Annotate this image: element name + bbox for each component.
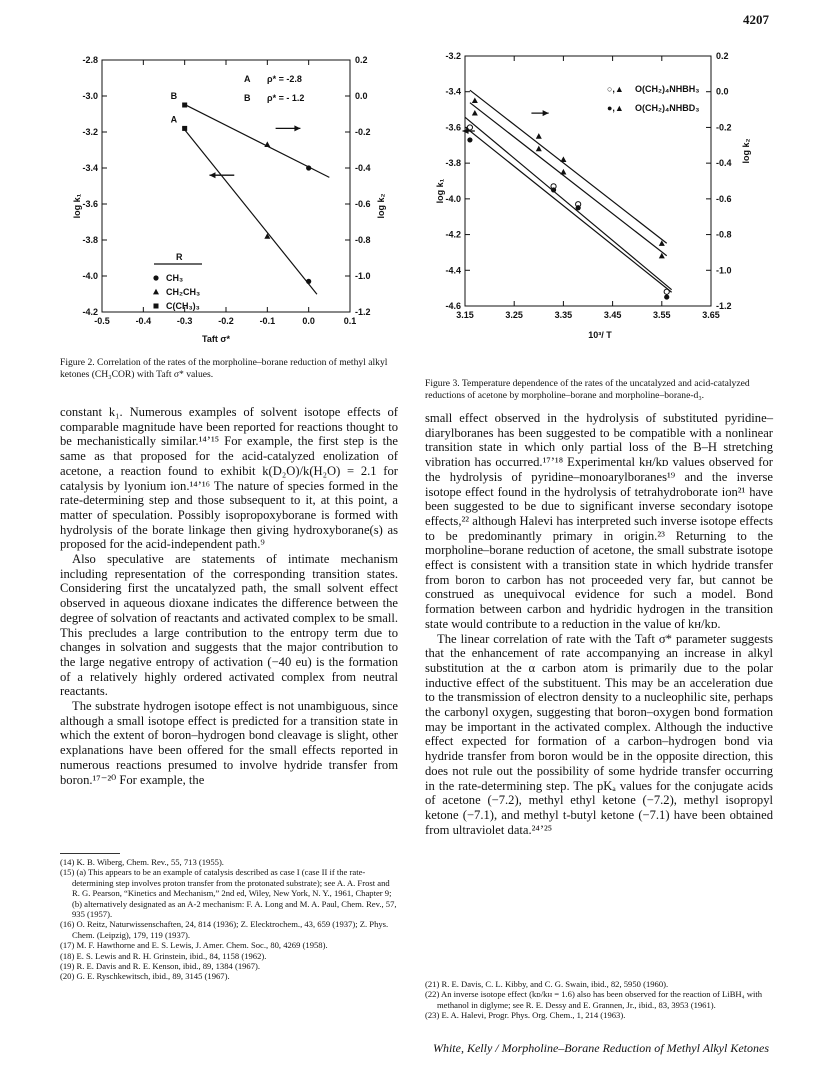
right-paragraph-1: small effect observed in the hydrolysis of substituted pyridine–diarylboranes has been suggested to be compatible with a nonlinear transition state in which only partial loss of the B–H stretching vibration has occurred.¹⁷ʼ¹⁸ Experimental kʜ/kᴅ values observed for the hydrolysis of pyridine–monoarylboranes¹⁹ and the inverse isotope effect found in the hydrolysis of tetrahydroborate ion²¹ have been suggested to be due to significant inverse secondary isotope effects,²² although Halevi has interpreted such inverse isotope effects to be predominantly primary in origin.²³ Returning to the morpholine–borane reduction of acetone, the small substrate isotope effect is consistent with a transition state in which hydride transfer from boron to carbon has not proceeded very far, but cannot be construed as unequivocal evidence for such a model. Bond formation between carbon and hydridic hydrogen in the transition state would contribute to a reduction in the value of kʜ/kᴅ. [425, 411, 773, 631]
fig2-y-tick-label-left: -3.2 [82, 127, 98, 137]
fig3-data-point [551, 187, 556, 192]
fig3-y-tick-label-left: -4.6 [445, 301, 461, 311]
fig3-y-tick-label-right: -1.2 [716, 301, 732, 311]
fig2-x-tick-label: 0.0 [302, 316, 315, 326]
fig2-y-tick-label-left: -3.0 [82, 91, 98, 101]
left-paragraph-1: constant k₁. Numerous examples of solvent isotope effects of comparable magnitude have been reported for reactions thought to be mechanistically similar.¹⁴ʼ¹⁵ For example, the first step is the same as that proposed for the acid-catalyzed enolization of acetone, a reaction found to exhibit k(D₂O)/k(H₂O) = 2.1 for catalysis by lyonium ion.¹⁴ʼ¹⁶ The nature of species formed in the rate-determining step and those subsequent to it, at this point, a matter of speculation. Possibly isopropoxyborane is formed with hydrolysis of the borate linkage then giving hydroxyborane(s) as proposed for the acid-independent path.⁹ [60, 405, 398, 552]
fig3-data-point [472, 97, 478, 103]
fig2-data-point-A [182, 126, 187, 131]
fig2-x-tick-label: 0.1 [343, 316, 357, 326]
fig2-legend-entry: CH₂CH₃ [166, 287, 201, 297]
running-footer: White, Kelly / Morpholine–Borane Reduction of Methyl Alkyl Ketones [432, 1041, 769, 1055]
fig3-y-tick-label-right: -1.0 [716, 265, 732, 276]
fig3-y-tick-label-right: -0.4 [716, 158, 732, 169]
fig3-x-tick-label: 3.25 [505, 310, 523, 320]
fig2-arrow-right-head [294, 125, 300, 131]
fig2-series-label-A: A [170, 114, 178, 125]
reference-22: (22) An inverse isotope effect (kᴅ/kʜ = 1.6) also has been observed for the reaction of LiBH₄ with methanol in diglyme; see R. E. Dessy and E. Grannen, Jr., ibid., 83, 3953 (1961). [425, 989, 763, 1010]
fig3-legend-entry: O(CH₂)₄NHBH₃ [635, 84, 700, 94]
right-paragraph-2: The linear correlation of rate with the Taft σ* parameter suggests that the enhancement of rate accompanying an increase in alkyl substitution at the α carbon atom is primarily due to the polar inductive effect of the substituent. This may be an acceleration due to the transmission of electron density to a nucleophilic site, perhaps the carbonyl oxygen, suggesting that boron–oxygen bond formation may be important in the activated complex. Although the inductive effect expected for formation of a carbon–hydrogen bond via hydride transfer from boron would be in the opposite direction, this does not rule out the possibility of some hydride transfer occurring in the rate-determining step. The pKₐ values for the conjugate acids of acetone (−7.2), methyl ethyl ketone (−7.2), methyl isopropyl ketone (−7.1), and methyl t-butyl ketone (−7.1) have been obtained from ultraviolet data.²⁴ʼ²⁵ [425, 631, 773, 837]
left-paragraph-3: The substrate hydrogen isotope effect is not unambiguous, since although a small isotope effect is predicted for a transition state in which the extent of boron–hydrogen bond cleavage is slight, other explanations have been offered for the small effects reported in numerous reactions presumed to involve hydride transfer from boron.¹⁷⁻²⁰ For example, the [60, 699, 398, 787]
fig3-x-tick-label: 3.45 [603, 310, 622, 320]
fig3-y-tick-label-left: -4.0 [445, 193, 461, 204]
fig2-y-tick-label-left: -4.2 [82, 307, 98, 317]
fig3-x-tick-label: 3.55 [653, 310, 671, 320]
fig2-legend-marker [153, 289, 159, 295]
fig2-x-tick-label: -0.3 [176, 316, 193, 326]
figure-3 [425, 50, 767, 372]
fig3-y-tick-label-right: 0.0 [716, 86, 729, 97]
fig2-y-tick-label-right: -1.2 [355, 307, 371, 317]
fig3-data-point [560, 156, 566, 162]
fig2-y-tick-label-left: -2.8 [82, 55, 98, 65]
fig3-data-point [472, 110, 478, 116]
fig3-y-axis-label-right: log k₂ [741, 138, 751, 164]
fig3-x-tick-label: 3.65 [702, 310, 720, 320]
fig2-fit-line-A [183, 127, 317, 294]
fig2-y-tick-label-left: -3.4 [82, 163, 98, 173]
fig2-x-axis-label: Taft σ* [202, 334, 230, 344]
fig3-arrow-right-head [543, 110, 549, 116]
fig2-legend-title: R [176, 252, 183, 262]
left-footnote-rule [60, 853, 120, 854]
fig2-annotation-label: A [244, 74, 251, 84]
reference-16: (16) O. Reitz, Naturwissenschaften, 24, 814 (1936); Z. Elecktrochem., 43, 659 (1937); Z. Phys. Chem. (Leipzig), 179, 119 (1937). [60, 919, 389, 940]
fig2-legend-marker [154, 304, 159, 309]
fig2-y-tick-label-left: -3.6 [82, 199, 98, 209]
fig2-y-tick-label-right: -0.8 [355, 235, 371, 245]
fig3-y-tick-label-left: -3.6 [445, 122, 461, 133]
figure-2 [60, 50, 390, 352]
left-paragraph-2: Also speculative are statements of intimate mechanism including representation of the corresponding transition states. Considering first the uncatalyzed path, the small solvent effect observed in aqueous dioxane indicates the difference between the degree of solvation of reactants and activated complex to be small. This precludes a large contribution to the entropy term due to changes in solvation and suggests that the major contribution to the large negative entropy of activation (−40 eu) is the formation of a relatively highly ordered activated complex from neutral reactants. [60, 552, 398, 699]
right-column [425, 411, 773, 837]
reference-23: (23) E. A. Halevi, Progr. Phys. Org. Chem., 1, 214 (1963). [425, 1010, 626, 1021]
fig2-y-tick-label-right: -0.4 [355, 163, 371, 173]
reference-20: (20) G. E. Ryschkewitsch, ibid., 89, 3145 (1967). [60, 971, 230, 982]
fig2-series-label-B: B [170, 91, 178, 101]
fig3-fit-line [465, 127, 672, 292]
fig2-x-tick-label: -0.5 [94, 316, 110, 326]
fig2-data-point-B [264, 141, 270, 147]
fig2-arrow-left-head [209, 172, 215, 178]
left-column [60, 405, 398, 787]
fig2-legend-entry: C(CH₃)₃ [166, 301, 200, 311]
fig3-data-point [560, 169, 566, 175]
fig2-legend-marker [153, 275, 158, 280]
fig2-y-tick-label-right: -0.2 [355, 127, 371, 137]
fig2-y-tick-label-right: -1.0 [355, 271, 371, 281]
fig3-y-tick-label-left: -3.8 [445, 158, 461, 169]
fig2-x-tick-label: -0.2 [218, 316, 234, 326]
fig2-y-tick-label-right: -0.6 [355, 199, 371, 209]
fig2-y-axis-label-left: log k₁ [72, 193, 82, 219]
fig2-plot-frame [102, 60, 350, 312]
right-references [425, 979, 773, 1021]
fig3-legend-entry: O(CH₂)₄NHBD₃ [635, 103, 700, 113]
fig2-y-tick-label-right: 0.0 [355, 91, 368, 101]
fig3-y-axis-label-left: log k₁ [435, 178, 445, 204]
fig3-data-point [536, 146, 542, 152]
reference-19: (19) R. E. Davis and R. E. Kenson, ibid., 89, 1384 (1967). [60, 961, 261, 972]
fig2-y-tick-label-left: -3.8 [82, 235, 98, 245]
fig3-legend-markers: ○,▲ [607, 84, 624, 94]
fig2-y-tick-label-right: 0.2 [355, 55, 368, 65]
fig3-fit-line [465, 117, 672, 289]
fig3-fit-line [470, 103, 667, 256]
fig3-legend-markers: ●,▲ [607, 103, 624, 113]
fig2-data-point-A [306, 279, 311, 284]
fig3-data-point [664, 294, 669, 299]
fig2-data-point-B [182, 103, 187, 108]
fig2-y-tick-label-left: -4.0 [82, 271, 98, 281]
reference-18: (18) E. S. Lewis and R. H. Grinstein, ibid., 84, 1158 (1962). [60, 950, 267, 961]
fig3-data-point [467, 137, 472, 142]
reference-15: (15) (a) This appears to be an example of catalysis described as case I (case II if the rate-determining step involves proton transfer from the protonated substrate); see A. A. Frost and R. G. Pearson, “Kinetics and Mechanism,” 2nd ed, Wiley, New York, N. Y., 1961, Chapter 9; (b) alternatively designated as an A-2 mechanism: F. A. Long and M. A. Paul, Chem. Rev., 57, 935 (1957). [60, 867, 397, 920]
page-number: 4207 [743, 12, 769, 27]
fig2-x-tick-label: -0.4 [135, 316, 152, 326]
fig3-y-tick-label-left: -4.2 [445, 229, 461, 240]
fig3-x-tick-label: 3.35 [554, 310, 573, 320]
figure-3-chart [425, 50, 767, 372]
fig2-annotation-label: B [244, 93, 251, 103]
figure-3-caption: Figure 3. Temperature dependence of the rates of the uncatalyzed and acid-catalyzed reductions of acetone by morpholine–borane and morpholine–borane-d₃. [425, 378, 750, 401]
fig3-y-tick-label-left: -3.2 [445, 51, 461, 61]
fig3-y-tick-label-left: -4.4 [445, 265, 461, 276]
fig3-y-tick-label-right: -0.6 [716, 193, 732, 204]
fig2-annotation-rho: ρ* = -2.8 [267, 74, 302, 84]
reference-14: (14) K. B. Wiberg, Chem. Rev., 55, 713 (1955). [60, 857, 224, 867]
fig3-y-tick-label-right: -0.8 [716, 229, 732, 240]
fig3-x-axis-label: 10³/ T [588, 330, 612, 340]
figure-2-caption: Figure 2. Correlation of the rates of the morpholine–borane reduction of methyl alkyl ketones (CH₃COR) with Taft σ* values. [60, 357, 388, 380]
left-references [60, 857, 398, 982]
fig2-y-axis-label-right: log k₂ [376, 193, 386, 219]
fig3-y-tick-label-right: -0.2 [716, 122, 732, 133]
fig3-data-point [536, 133, 542, 139]
fig3-y-tick-label-right: 0.2 [716, 51, 729, 61]
figure-2-chart [60, 50, 390, 352]
reference-21: (21) R. E. Davis, C. L. Kibby, and C. G. Swain, ibid., 82, 5950 (1960). [425, 979, 669, 989]
fig3-fit-line [470, 90, 667, 243]
fig3-data-point [576, 205, 581, 210]
fig3-arrow-left-head [463, 128, 469, 134]
fig2-x-tick-label: -0.1 [259, 316, 276, 326]
fig3-y-tick-label-left: -3.4 [445, 86, 461, 97]
fig2-legend-entry: CH₃ [166, 273, 184, 283]
reference-17: (17) M. F. Hawthorne and E. S. Lewis, J. Amer. Chem. Soc., 80, 4269 (1958). [60, 940, 328, 951]
fig2-annotation-rho: ρ* = - 1.2 [267, 93, 305, 103]
fig3-x-tick-label: 3.15 [456, 310, 474, 320]
fig2-data-point-B [306, 165, 311, 170]
